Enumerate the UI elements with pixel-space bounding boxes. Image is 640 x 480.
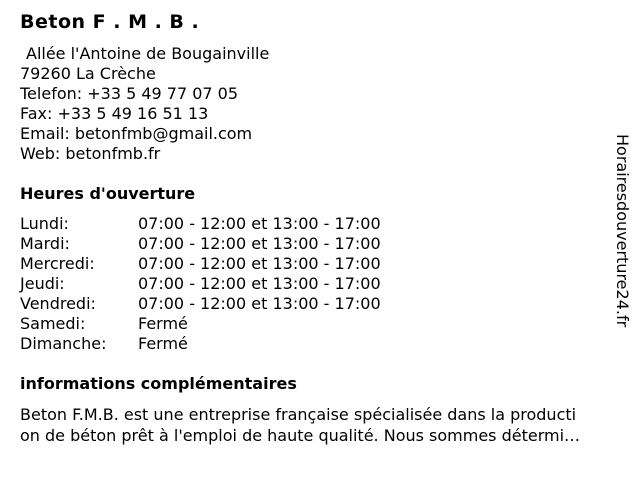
opening-hours-table <box>20 214 381 354</box>
business-name: Beton F . M . B . <box>20 11 200 33</box>
fax-number: Fax: +33 5 49 16 51 13 <box>20 104 209 123</box>
business-description <box>20 404 630 446</box>
hours-row-sunday <box>20 334 381 354</box>
hours-value: 07:00 - 12:00 et 13:00 - 17:00 <box>138 274 381 293</box>
contact-details <box>20 44 269 164</box>
hours-value: 07:00 - 12:00 et 13:00 - 17:00 <box>138 254 381 273</box>
hours-day: Vendredi: <box>20 294 96 313</box>
website: Web: betonfmb.fr <box>20 144 161 163</box>
hours-row-friday <box>20 294 381 314</box>
hours-day: Mardi: <box>20 234 70 253</box>
address-city: 79260 La Crèche <box>20 64 156 83</box>
hours-value: 07:00 - 12:00 et 13:00 - 17:00 <box>138 214 381 233</box>
email-address: Email: betonfmb@gmail.com <box>20 124 253 143</box>
hours-day: Lundi: <box>20 214 69 233</box>
hours-row-wednesday <box>20 254 381 274</box>
phone-number: Telefon: +33 5 49 77 07 05 <box>20 84 239 103</box>
hours-row-monday <box>20 214 381 234</box>
hours-value: 07:00 - 12:00 et 13:00 - 17:00 <box>138 234 381 253</box>
hours-row-tuesday <box>20 234 381 254</box>
hours-day: Mercredi: <box>20 254 95 273</box>
additional-info-heading: informations complémentaires <box>20 374 297 393</box>
hours-row-thursday <box>20 274 381 294</box>
hours-day: Jeudi: <box>20 274 65 293</box>
description-line: Beton F.M.B. est une entreprise française spécialisée dans la producti <box>20 405 577 424</box>
hours-value: Fermé <box>138 334 188 353</box>
hours-day: Dimanche: <box>20 334 107 353</box>
watermark: Horairesdouverture24.fr <box>613 134 632 328</box>
opening-hours-heading: Heures d'ouverture <box>20 184 196 203</box>
hours-day: Samedi: <box>20 314 86 333</box>
hours-value: 07:00 - 12:00 et 13:00 - 17:00 <box>138 294 381 313</box>
hours-row-saturday <box>20 314 381 334</box>
hours-value: Fermé <box>138 314 188 333</box>
description-line: on de béton prêt à l'emploi de haute qualité. Nous sommes détermi… <box>20 426 581 445</box>
address-street: Allée l'Antoine de Bougainville <box>26 44 270 63</box>
